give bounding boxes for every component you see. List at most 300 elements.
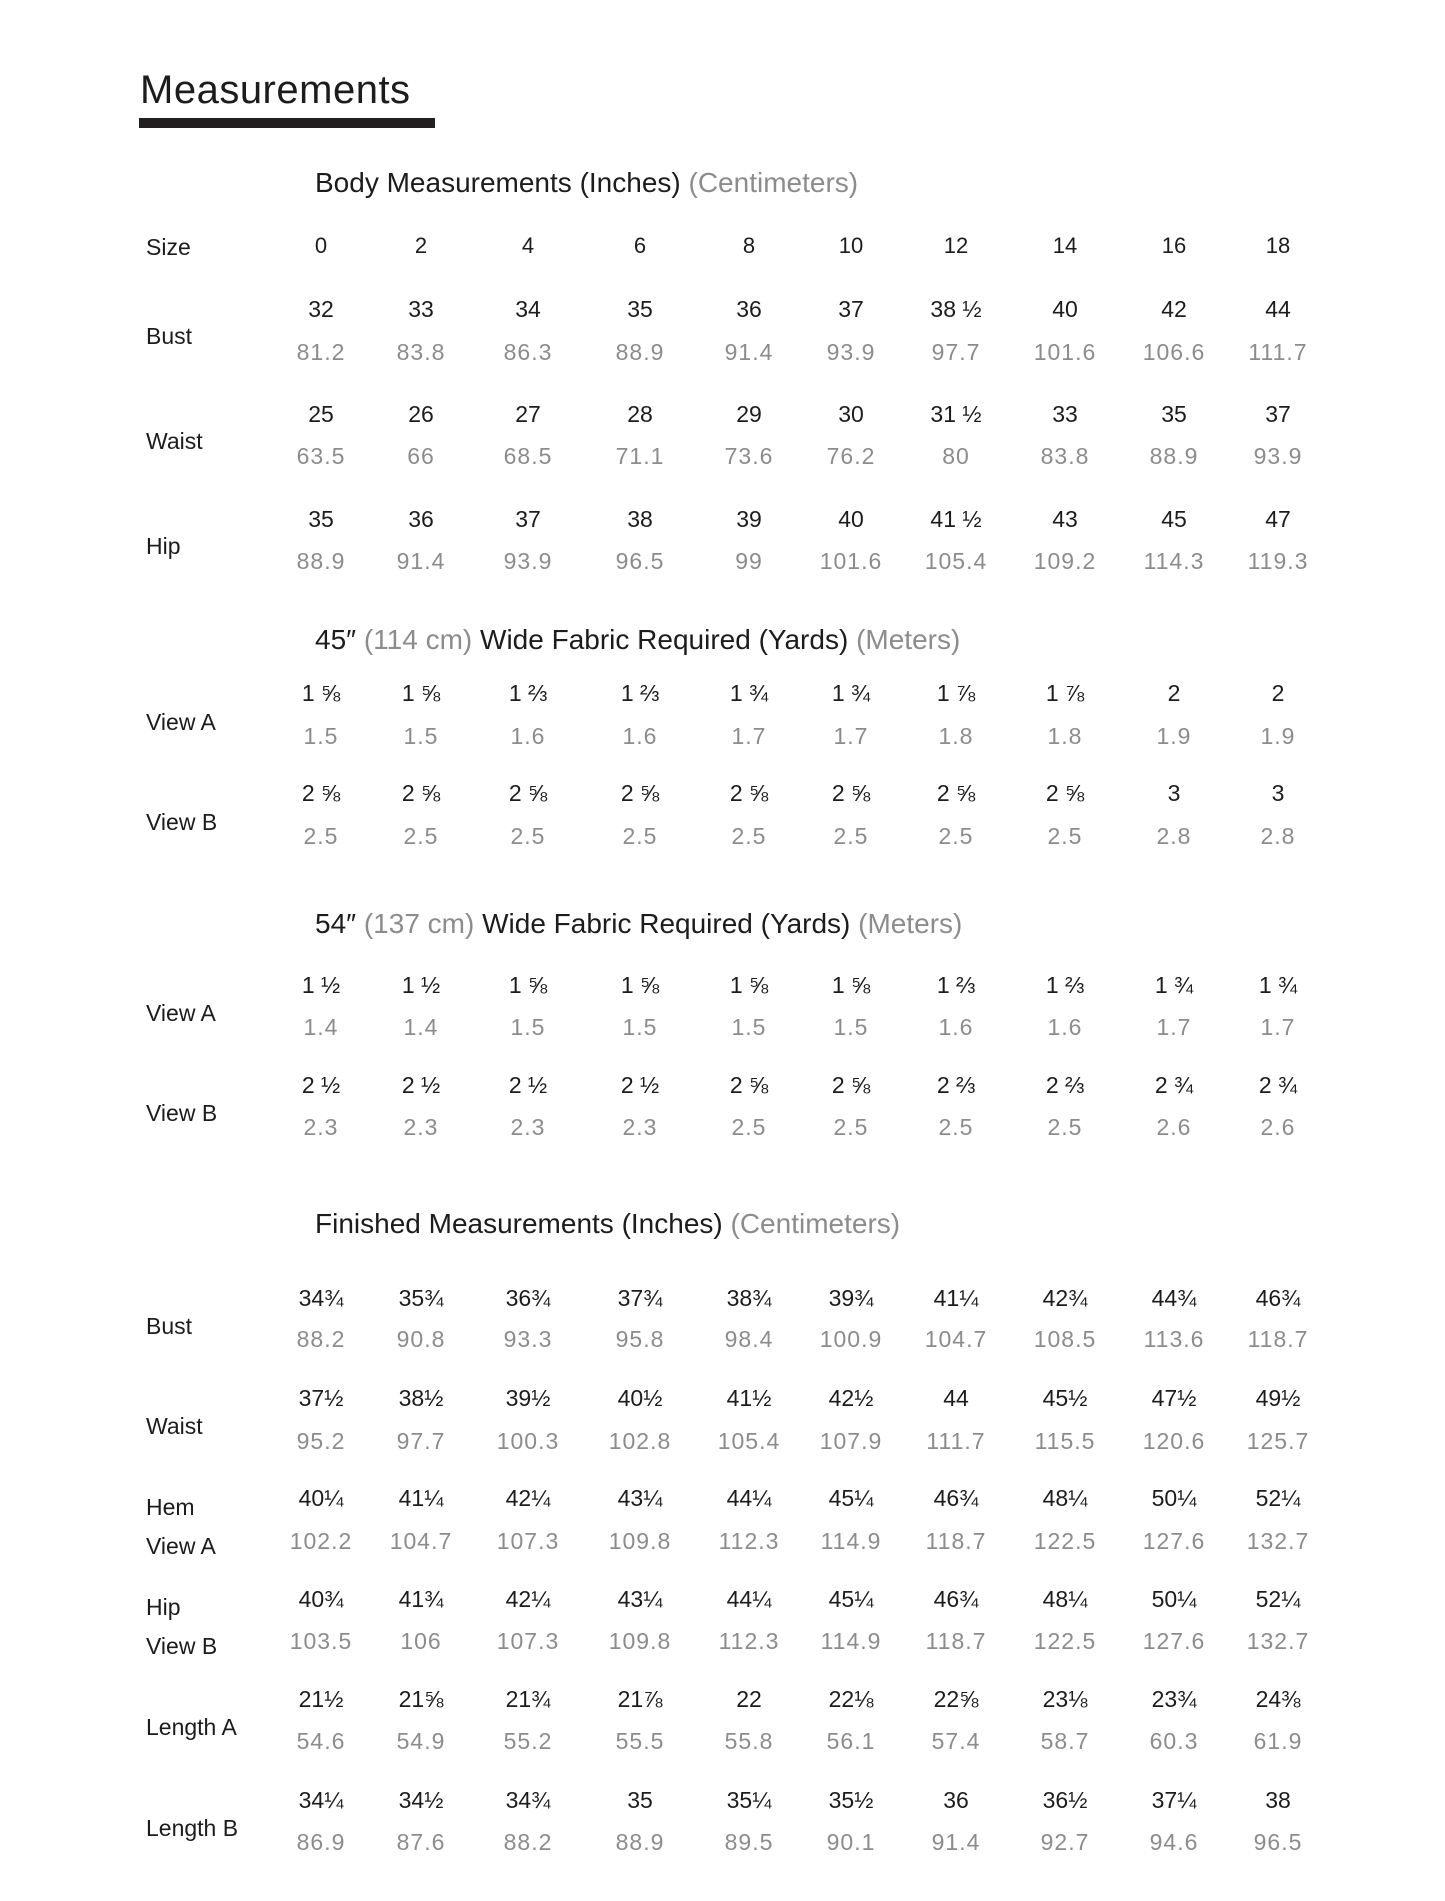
size-header-cell: 8	[742, 233, 756, 258]
finished-inch-cell: 44¾	[1151, 1285, 1197, 1311]
finished-cm-cell: 57.4	[931, 1728, 981, 1754]
finished-inch-cell: 46¾	[933, 1586, 979, 1612]
finished-cm-cell: 54.6	[296, 1728, 346, 1754]
finished-cm-cell: 56.1	[826, 1728, 876, 1754]
fabric-45-yards-cell: 1 ⅞	[1045, 680, 1085, 706]
body-cm-cell: 97.7	[931, 339, 981, 365]
finished-inch-cell: 36¾	[505, 1285, 551, 1311]
finished-row-label: Waist	[146, 1413, 203, 1439]
body-inch-cell: 44	[1265, 296, 1291, 322]
fabric-45-yards-cell: 3	[1167, 780, 1181, 806]
finished-cm-cell: 120.6	[1142, 1428, 1206, 1454]
finished-cm-cell: 109.8	[608, 1628, 672, 1654]
fabric-54-meters-cell: 2.3	[303, 1114, 339, 1140]
fabric-54-meters-cell: 2.3	[510, 1114, 546, 1140]
fabric-45-meters-cell: 2.8	[1156, 823, 1192, 849]
body-cm-cell: 66	[407, 443, 435, 469]
finished-cm-cell: 100.9	[819, 1326, 883, 1352]
fabric-54-yards-cell: 1 ⅝	[729, 972, 769, 998]
finished-cm-cell: 92.7	[1040, 1829, 1090, 1855]
finished-cm-cell: 118.7	[925, 1528, 987, 1554]
fabric-54-yards-cell: 1 ⅔	[1045, 972, 1085, 998]
body-cm-cell: 91.4	[724, 339, 774, 365]
fabric-54-yards-cell: 2 ½	[301, 1072, 341, 1098]
finished-inch-cell: 37½	[298, 1385, 344, 1411]
fabric-45-meters-cell: 1.8	[1047, 723, 1083, 749]
fabric-54-yards-cell: 2 ⅝	[831, 1072, 871, 1098]
body-inch-cell: 35	[308, 506, 334, 532]
finished-cm-cell: 93.3	[503, 1326, 553, 1352]
finished-inch-cell: 21⅞	[617, 1686, 663, 1712]
fabric-54-meters-cell: 2.3	[622, 1114, 658, 1140]
size-header-cell: 10	[838, 233, 864, 258]
fabric-54-meters-cell: 1.7	[1156, 1014, 1192, 1040]
fabric-45-meters-cell: 2.5	[833, 823, 869, 849]
finished-inch-cell: 41½	[726, 1385, 772, 1411]
body-inch-cell: 40	[838, 506, 864, 532]
finished-inch-cell: 50¼	[1151, 1586, 1197, 1612]
finished-cm-cell: 127.6	[1142, 1628, 1206, 1654]
body-inch-cell: 30	[838, 401, 864, 427]
body-cm-cell: 80	[942, 443, 970, 469]
finished-inch-cell: 39¾	[828, 1285, 874, 1311]
fabric-54-meters-cell: 1.4	[303, 1014, 339, 1040]
fabric-54-meters-cell: 1.6	[938, 1014, 974, 1040]
fabric-45-meters-cell: 1.5	[403, 723, 439, 749]
fabric-54-yards-cell: 1 ⅝	[508, 972, 548, 998]
finished-cm-cell: 55.8	[724, 1728, 774, 1754]
body-cm-cell: 83.8	[1040, 443, 1090, 469]
finished-cm-cell: 107.9	[819, 1428, 883, 1454]
fabric-54-width-cm: (137 cm)	[363, 908, 475, 939]
finished-inch-cell: 44	[943, 1385, 969, 1411]
finished-inch-cell: 42¼	[505, 1485, 551, 1511]
finished-inch-cell: 45½	[1042, 1385, 1088, 1411]
body-inch-cell: 31 ½	[930, 401, 982, 427]
finished-inch-cell: 44¼	[726, 1586, 772, 1612]
finished-cm-cell: 111.7	[926, 1428, 986, 1454]
body-inch-cell: 29	[736, 401, 762, 427]
finished-row-label: Length B	[146, 1815, 239, 1841]
body-row-label: Bust	[146, 323, 193, 349]
size-header-cell: 0	[314, 233, 328, 258]
body-cm-cell: 88.9	[296, 548, 346, 574]
body-inch-cell: 42	[1161, 296, 1187, 322]
body-inch-cell: 36	[408, 506, 434, 532]
finished-cm-cell: 107.3	[496, 1528, 560, 1554]
finished-inch-cell: 46¾	[1255, 1285, 1301, 1311]
finished-cm-cell: 102.8	[608, 1428, 672, 1454]
fabric-45-yards-cell: 2	[1167, 680, 1181, 706]
finished-cm-cell: 55.2	[503, 1728, 553, 1754]
body-cm-cell: 91.4	[396, 548, 446, 574]
finished-inch-cell: 45¼	[828, 1485, 874, 1511]
fabric-54-yards-cell: 1 ¾	[1154, 972, 1194, 998]
finished-cm-cell: 105.4	[717, 1428, 781, 1454]
finished-cm-cell: 88.2	[296, 1326, 346, 1352]
body-cm-cell: 109.2	[1033, 548, 1097, 574]
body-inch-cell: 34	[515, 296, 541, 322]
fabric-45-meters-cell: 2.5	[622, 823, 658, 849]
finished-inch-cell: 52¼	[1255, 1485, 1301, 1511]
body-inch-cell: 26	[408, 401, 434, 427]
finished-cm-cell: 90.8	[396, 1326, 446, 1352]
fabric-54-meters-cell: 2.5	[833, 1114, 869, 1140]
finished-inch-cell: 23⅛	[1042, 1686, 1088, 1712]
fabric-45-meters-cell: 1.6	[622, 723, 658, 749]
fabric-45-meters-cell: 2.5	[510, 823, 546, 849]
body-cm-cell: 73.6	[724, 443, 774, 469]
finished-inch-cell: 24⅜	[1255, 1686, 1301, 1712]
body-cm-cell: 105.4	[924, 548, 988, 574]
fabric-54-yards-cell: 1 ½	[301, 972, 341, 998]
fabric-45-row-label: View B	[146, 809, 218, 835]
finished-inch-cell: 39½	[505, 1385, 551, 1411]
finished-inch-cell: 21½	[298, 1686, 344, 1712]
finished-inch-cell: 21¾	[505, 1686, 551, 1712]
finished-cm-cell: 108.5	[1033, 1326, 1097, 1352]
finished-row-label: Hem	[146, 1494, 195, 1520]
finished-cm-cell: 89.5	[724, 1829, 774, 1855]
body-cm-cell: 114.3	[1143, 548, 1205, 574]
size-header-cell: 12	[943, 233, 969, 258]
finished-inch-cell: 40¾	[298, 1586, 344, 1612]
body-inch-cell: 47	[1265, 506, 1291, 532]
fabric-45-yards-cell: 1 ⅝	[401, 680, 441, 706]
fabric-54-meters-cell: 2.5	[731, 1114, 767, 1140]
finished-inch-cell: 45¼	[828, 1586, 874, 1612]
body-cm-cell: 68.5	[503, 443, 553, 469]
fabric-54-yards-cell: 2 ⅔	[1045, 1072, 1085, 1098]
finished-inch-cell: 42¾	[1042, 1285, 1088, 1311]
fabric-45-meters-cell: 2.5	[303, 823, 339, 849]
finished-cm-cell: 90.1	[826, 1829, 876, 1855]
body-cm-cell: 83.8	[396, 339, 446, 365]
fabric-45-yards-cell: 1 ¾	[831, 680, 871, 706]
body-cm-cell: 86.3	[503, 339, 553, 365]
fabric-45-meters-cell: 2.8	[1260, 823, 1296, 849]
fabric-54-meters-cell: 2.6	[1260, 1114, 1296, 1140]
size-header-cell: 18	[1265, 233, 1291, 258]
finished-inch-cell: 41¼	[933, 1285, 979, 1311]
finished-inch-cell: 41¾	[398, 1586, 444, 1612]
finished-cm-cell: 103.5	[289, 1628, 353, 1654]
finished-inch-cell: 42½	[828, 1385, 874, 1411]
fabric-45-title-main: Wide Fabric Required (Yards)	[480, 624, 849, 655]
body-inch-cell: 37	[838, 296, 864, 322]
body-inch-cell: 28	[627, 401, 653, 427]
finished-cm-cell: 87.6	[396, 1829, 446, 1855]
finished-cm-cell: 55.5	[615, 1728, 665, 1754]
finished-inch-cell: 35½	[828, 1787, 874, 1813]
finished-inch-cell: 36	[943, 1787, 969, 1813]
size-header-cell: 14	[1052, 233, 1078, 258]
finished-inch-cell: 38	[1265, 1787, 1291, 1813]
finished-cm-cell: 115.5	[1034, 1428, 1096, 1454]
finished-cm-cell: 109.8	[608, 1528, 672, 1554]
finished-inch-cell: 48¼	[1042, 1586, 1088, 1612]
finished-cm-cell: 132.7	[1246, 1628, 1310, 1654]
fabric-54-yards-cell: 1 ½	[401, 972, 441, 998]
page-title: Measurements	[140, 68, 411, 112]
fabric-45-meters-cell: 2.5	[731, 823, 767, 849]
fabric-54-yards-cell: 2 ½	[401, 1072, 441, 1098]
body-cm-cell: 119.3	[1247, 548, 1309, 574]
body-cm-cell: 101.6	[1033, 339, 1097, 365]
finished-cm-cell: 98.4	[724, 1326, 774, 1352]
finished-inch-cell: 22⅝	[933, 1686, 979, 1712]
fabric-45-yards-cell: 2 ⅝	[620, 780, 660, 806]
fabric-45-yards-cell: 1 ⅔	[620, 680, 660, 706]
body-cm-cell: 106.6	[1142, 339, 1206, 365]
finished-cm-cell: 106	[400, 1628, 442, 1654]
finished-cm-cell: 61.9	[1253, 1728, 1303, 1754]
fabric-45-yards-cell: 2	[1271, 680, 1285, 706]
finished-cm-cell: 94.6	[1149, 1829, 1199, 1855]
finished-inch-cell: 44¼	[726, 1485, 772, 1511]
finished-cm-cell: 127.6	[1142, 1528, 1206, 1554]
fabric-45-yards-cell: 2 ⅝	[1045, 780, 1085, 806]
fabric-45-meters-cell: 1.7	[731, 723, 767, 749]
body-cm-cell: 99	[735, 548, 763, 574]
title-underline	[139, 118, 435, 128]
body-cm-cell: 81.2	[296, 339, 346, 365]
fabric-54-yards-cell: 2 ¾	[1154, 1072, 1194, 1098]
finished-inch-cell: 38¾	[726, 1285, 772, 1311]
finished-row-sublabel: View B	[146, 1633, 218, 1659]
fabric-54-meters-cell: 2.5	[1047, 1114, 1083, 1140]
finished-inch-cell: 47½	[1151, 1385, 1197, 1411]
fabric-45-meters-cell: 1.6	[510, 723, 546, 749]
fabric-45-yards-cell: 1 ⅝	[301, 680, 341, 706]
finished-cm-cell: 96.5	[1253, 1829, 1303, 1855]
body-cm-cell: 88.9	[1149, 443, 1199, 469]
body-cm-cell: 111.7	[1248, 339, 1308, 365]
fabric-45-meters-cell: 1.7	[833, 723, 869, 749]
finished-cm-cell: 97.7	[396, 1428, 446, 1454]
fabric-54-meters-cell: 1.5	[510, 1014, 546, 1040]
finished-inch-cell: 23¾	[1151, 1686, 1197, 1712]
body-inch-cell: 41 ½	[930, 506, 982, 532]
fabric-45-yards-cell: 2 ⅝	[936, 780, 976, 806]
finished-inch-cell: 41¼	[398, 1485, 444, 1511]
finished-cm-cell: 60.3	[1149, 1728, 1199, 1754]
fabric-45-meters-cell: 1.9	[1260, 723, 1296, 749]
body-inch-cell: 35	[1161, 401, 1187, 427]
fabric-54-row-label: View A	[146, 1000, 216, 1026]
body-inch-cell: 40	[1052, 296, 1078, 322]
finished-cm-cell: 100.3	[496, 1428, 560, 1454]
fabric-54-meters-cell: 1.7	[1260, 1014, 1296, 1040]
finished-inch-cell: 48¼	[1042, 1485, 1088, 1511]
fabric-54-yards-cell: 2 ½	[620, 1072, 660, 1098]
finished-cm-cell: 107.3	[496, 1628, 560, 1654]
finished-cm-cell: 118.7	[1247, 1326, 1309, 1352]
body-measurements-title	[315, 166, 858, 200]
fabric-54-meters-cell: 1.5	[622, 1014, 658, 1040]
fabric-45-yards-cell: 1 ⅞	[936, 680, 976, 706]
size-header-cell: 4	[521, 233, 535, 258]
finished-cm-cell: 88.2	[503, 1829, 553, 1855]
fabric-54-meters-cell: 2.6	[1156, 1114, 1192, 1140]
finished-inch-cell: 36½	[1042, 1787, 1088, 1813]
fabric-54-title	[315, 907, 962, 941]
fabric-54-yards-cell: 1 ¾	[1258, 972, 1298, 998]
finished-cm-cell: 122.5	[1033, 1628, 1097, 1654]
finished-cm-cell: 125.7	[1246, 1428, 1310, 1454]
finished-inch-cell: 50¼	[1151, 1485, 1197, 1511]
fabric-54-meters-cell: 1.5	[731, 1014, 767, 1040]
finished-cm-cell: 104.7	[924, 1326, 988, 1352]
finished-inch-cell: 34¼	[298, 1787, 344, 1813]
body-row-label: Waist	[146, 428, 203, 454]
finished-row-label: Length A	[146, 1714, 237, 1740]
body-cm-cell: 63.5	[296, 443, 346, 469]
body-inch-cell: 39	[736, 506, 762, 532]
body-inch-cell: 38	[627, 506, 653, 532]
fabric-45-yards-cell: 2 ⅝	[831, 780, 871, 806]
fabric-54-yards-cell: 2 ⅔	[936, 1072, 976, 1098]
body-inch-cell: 43	[1052, 506, 1078, 532]
fabric-45-yards-cell: 1 ⅔	[508, 680, 548, 706]
body-inch-cell: 33	[408, 296, 434, 322]
fabric-54-title-muted: (Meters)	[858, 908, 963, 939]
finished-inch-cell: 21⅝	[398, 1686, 444, 1712]
finished-inch-cell: 46¾	[933, 1485, 979, 1511]
finished-row-label: Hip	[146, 1594, 181, 1620]
finished-cm-cell: 113.6	[1143, 1326, 1205, 1352]
fabric-54-row-label: View B	[146, 1100, 218, 1126]
body-cm-cell: 93.9	[826, 339, 876, 365]
fabric-45-title-muted: (Meters)	[856, 624, 961, 655]
fabric-45-yards-cell: 3	[1271, 780, 1285, 806]
finished-cm-cell: 114.9	[820, 1528, 882, 1554]
fabric-45-meters-cell: 2.5	[403, 823, 439, 849]
finished-inch-cell: 38½	[398, 1385, 444, 1411]
body-row-label: Hip	[146, 533, 181, 559]
fabric-54-meters-cell: 1.5	[833, 1014, 869, 1040]
fabric-54-yards-cell: 2 ½	[508, 1072, 548, 1098]
fabric-54-yards-cell: 1 ⅝	[831, 972, 871, 998]
finished-cm-cell: 91.4	[931, 1829, 981, 1855]
finished-inch-cell: 40¼	[298, 1485, 344, 1511]
size-header-cell: 2	[414, 233, 428, 258]
body-inch-cell: 45	[1161, 506, 1187, 532]
body-cm-cell: 93.9	[1253, 443, 1303, 469]
fabric-54-meters-cell: 1.6	[1047, 1014, 1083, 1040]
fabric-54-yards-cell: 2 ⅝	[729, 1072, 769, 1098]
finished-inch-cell: 35¾	[398, 1285, 444, 1311]
body-cm-cell: 93.9	[503, 548, 553, 574]
fabric-45-yards-cell: 1 ¾	[729, 680, 769, 706]
finished-inch-cell: 49½	[1255, 1385, 1301, 1411]
body-inch-cell: 32	[308, 296, 334, 322]
finished-inch-cell: 40½	[617, 1385, 663, 1411]
finished-cm-cell: 122.5	[1033, 1528, 1097, 1554]
size-header-cell: 6	[633, 233, 647, 258]
fabric-45-title	[315, 623, 960, 657]
finished-cm-cell: 104.7	[389, 1528, 453, 1554]
body-inch-cell: 37	[515, 506, 541, 532]
finished-cm-cell: 102.2	[289, 1528, 353, 1554]
finished-inch-cell: 22	[736, 1686, 762, 1712]
fabric-45-width-cm: (114 cm)	[363, 624, 473, 655]
finished-inch-cell: 22⅛	[828, 1686, 874, 1712]
fabric-45-meters-cell: 1.5	[303, 723, 339, 749]
finished-measurements-title	[315, 1207, 900, 1241]
fabric-54-yards-cell: 1 ⅝	[620, 972, 660, 998]
finished-title-muted: (Centimeters)	[730, 1208, 901, 1239]
finished-cm-cell: 54.9	[396, 1728, 446, 1754]
fabric-54-meters-cell: 2.5	[938, 1114, 974, 1140]
fabric-45-meters-cell: 1.8	[938, 723, 974, 749]
finished-inch-cell: 35	[627, 1787, 653, 1813]
fabric-45-yards-cell: 2 ⅝	[729, 780, 769, 806]
body-cm-cell: 96.5	[615, 548, 665, 574]
fabric-54-yards-cell: 2 ¾	[1258, 1072, 1298, 1098]
size-label: Size	[146, 234, 191, 260]
body-cm-cell: 88.9	[615, 339, 665, 365]
finished-cm-cell: 118.7	[925, 1628, 987, 1654]
finished-cm-cell: 114.9	[820, 1628, 882, 1654]
fabric-45-row-label: View A	[146, 709, 216, 735]
finished-cm-cell: 88.9	[615, 1829, 665, 1855]
finished-inch-cell: 37¼	[1151, 1787, 1197, 1813]
finished-cm-cell: 95.2	[296, 1428, 346, 1454]
fabric-45-meters-cell: 2.5	[1047, 823, 1083, 849]
finished-title-main: Finished Measurements (Inches)	[315, 1208, 723, 1239]
fabric-54-meters-cell: 2.3	[403, 1114, 439, 1140]
body-cm-cell: 71.1	[615, 443, 665, 469]
size-header-cell: 16	[1161, 233, 1187, 258]
body-cm-cell: 101.6	[819, 548, 883, 574]
fabric-45-meters-cell: 2.5	[938, 823, 974, 849]
body-title-main: Body Measurements (Inches)	[315, 167, 681, 198]
fabric-45-meters-cell: 1.9	[1156, 723, 1192, 749]
finished-cm-cell: 112.3	[718, 1628, 780, 1654]
finished-inch-cell: 34½	[398, 1787, 444, 1813]
fabric-54-title-main: Wide Fabric Required (Yards)	[482, 908, 851, 939]
finished-cm-cell: 112.3	[718, 1528, 780, 1554]
body-inch-cell: 25	[308, 401, 334, 427]
body-inch-cell: 27	[515, 401, 541, 427]
fabric-45-yards-cell: 2 ⅝	[301, 780, 341, 806]
body-cm-cell: 76.2	[826, 443, 876, 469]
fabric-54-meters-cell: 1.4	[403, 1014, 439, 1040]
finished-cm-cell: 86.9	[296, 1829, 346, 1855]
finished-cm-cell: 95.8	[615, 1326, 665, 1352]
finished-row-sublabel: View A	[146, 1533, 216, 1559]
fabric-45-yards-cell: 2 ⅝	[508, 780, 548, 806]
fabric-45-width: 45″	[315, 624, 357, 655]
body-inch-cell: 36	[736, 296, 762, 322]
finished-inch-cell: 34¾	[505, 1787, 551, 1813]
fabric-45-yards-cell: 2 ⅝	[401, 780, 441, 806]
body-title-muted: (Centimeters)	[688, 167, 859, 198]
finished-cm-cell: 58.7	[1040, 1728, 1090, 1754]
finished-inch-cell: 43¼	[617, 1586, 663, 1612]
finished-cm-cell: 132.7	[1246, 1528, 1310, 1554]
finished-inch-cell: 34¾	[298, 1285, 344, 1311]
finished-inch-cell: 35¼	[726, 1787, 772, 1813]
finished-inch-cell: 42¼	[505, 1586, 551, 1612]
finished-row-label: Bust	[146, 1313, 193, 1339]
finished-inch-cell: 43¼	[617, 1485, 663, 1511]
body-inch-cell: 35	[627, 296, 653, 322]
body-inch-cell: 37	[1265, 401, 1291, 427]
fabric-54-yards-cell: 1 ⅔	[936, 972, 976, 998]
finished-inch-cell: 37¾	[617, 1285, 663, 1311]
